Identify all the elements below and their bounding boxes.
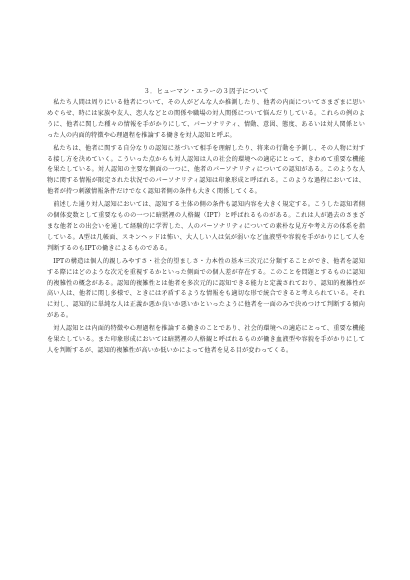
paragraph-4: IPTの構造は個人的親しみやすさ・社会的望ましさ・力本性の基本三次元に分類することができ、他者を認知する際にはどのような次元を重視するかといった側面での個人差が存在する。このことを問題とするものに認知的複雑性の概念がある。認知的複雑性とは他者を多次元的に認知できる能力と定義されており、認知的複雑性が高い人は、他者に関し多様で、ときには矛盾するような情報をも適切な形で統合できると考えられている。それに対し、認知的に単純な人は正義か悪か良いか悪いかといったように他者を一面のみで決めつけて判断する傾向がある。 <box>47 257 365 320</box>
paragraph-1: 私たち人間は周りにいる他者について、その人がどんな人か推測したり、他者の内面についてさまざまに思いめぐらせ、時には家族や友人、恋人などとの関係や職場の対人関係について悩んだりしている。これらの例のように、他者に関した種々の情報を手がかりにして、パーソナリティ、情動、意図、態度、あるいは対人関係といった人の内面的特徴や心理過程を推論する働きを対人認知と呼ぶ。 <box>47 99 365 139</box>
paragraph-3: 前述した通り対人認知においては、認知する主体の側の条件も認知内容を大きく規定する。こうした認知者側の個体変数として重要なものの一つに暗黙裡の人格観（IPT）と呼ばれるものがある。これは人が過去のさまざまな他者との出会いを通して経験的に学習した、人のパーソナリティについての素朴な見方や考え方の体系を指している。A型は几帳面、スキンヘッドは怖い、大人しい人は気が弱いなど血液型や容貌を手がかりにして人を判断するのもIPTの働きによるものである。 <box>47 201 365 252</box>
section-heading: ３．ヒューマン・エラーの３因子について <box>143 87 269 95</box>
document-body <box>47 86 365 357</box>
paragraph-5: 対人認知とは内面的特徴や心理過程を推論する働きのことであり、社会的環境への適応にとって、重要な機能を果たしている。また印象形成においては暗黙裡の人格観と呼ばれるものが働き血液型や容貌を手がかりにして人を判断するが、認知的複雑性が高いか低いかによって他者を見る目が変わってくる。 <box>47 325 365 354</box>
paragraph-2: 私たちは、他者に関する自分なりの認知に基づいて相手を理解したり、将来の行動を予測し、その人物に対する接し方を決めていく。こういった点からも対人認知は人の社会的環境への適応にとって、きわめて重要な機能を果たしている。対人認知の主要な側面の一つに、他者のパーソナリティについての認知がある。このような人物に関する情報が限定された状況でのパーソナリティ認知は印象形成と呼ばれる。このような過程においては、他者が持つ刺激情報条件だけでなく認知者側の条件も大きく関係してくる。 <box>47 144 365 196</box>
